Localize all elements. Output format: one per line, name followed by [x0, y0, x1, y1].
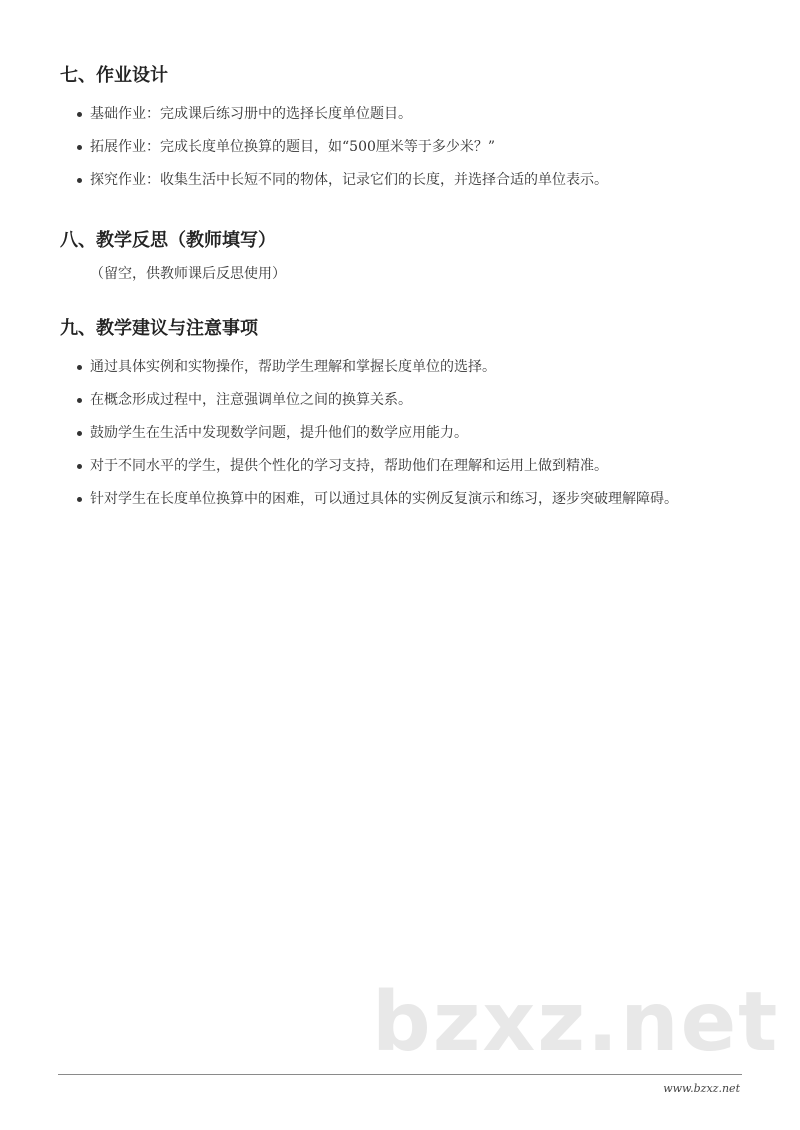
reflection-placeholder-note: （留空，供教师课后反思使用） — [90, 266, 286, 282]
bullet-icon — [77, 365, 82, 370]
list-item — [60, 390, 750, 411]
bullet-icon — [77, 178, 82, 183]
list-item — [60, 104, 750, 125]
list-item-text: 对于不同水平的学生，提供个性化的学习支持，帮助他们在理解和运用上做到精准。 — [90, 458, 608, 474]
section-heading: 九、教学建议与注意事项 — [60, 318, 258, 339]
list-item — [60, 489, 750, 510]
list-item — [60, 170, 750, 191]
bullet-icon — [77, 145, 82, 150]
list-item — [60, 423, 750, 444]
bullet-icon — [77, 464, 82, 469]
bullet-icon — [77, 431, 82, 436]
list-item-text: 拓展作业：完成长度单位换算的题目，如“500厘米等于多少米？” — [90, 139, 496, 155]
section-teaching-reflection — [60, 229, 750, 285]
footer-url: www.bzxz.net — [663, 1082, 740, 1095]
list-item — [60, 456, 750, 477]
bullet-icon — [77, 398, 82, 403]
bullet-icon — [77, 112, 82, 117]
section-teaching-suggestions — [60, 317, 750, 510]
section-heading: 七、作业设计 — [60, 65, 168, 86]
list-item-text: 基础作业：完成课后练习册中的选择长度单位题目。 — [90, 106, 412, 122]
section-homework-design — [60, 64, 750, 191]
list-item-text: 通过具体实例和实物操作，帮助学生理解和掌握长度单位的选择。 — [90, 359, 496, 375]
list-item-text: 在概念形成过程中，注意强调单位之间的换算关系。 — [90, 392, 412, 408]
footer-divider — [58, 1074, 742, 1075]
list-item-text: 探究作业：收集生活中长短不同的物体，记录它们的长度，并选择合适的单位表示。 — [90, 172, 608, 188]
suggestions-list — [60, 357, 750, 510]
homework-list — [60, 104, 750, 191]
list-item-text: 针对学生在长度单位换算中的困难，可以通过具体的实例反复演示和练习，逐步突破理解障碍。 — [90, 491, 678, 507]
bullet-icon — [77, 497, 82, 502]
list-item — [60, 357, 750, 378]
list-item — [60, 137, 750, 158]
section-heading: 八、教学反思（教师填写） — [60, 230, 276, 251]
watermark-logo: bzxz.net — [372, 975, 780, 1070]
list-item-text: 鼓励学生在生活中发现数学问题，提升他们的数学应用能力。 — [90, 425, 468, 441]
